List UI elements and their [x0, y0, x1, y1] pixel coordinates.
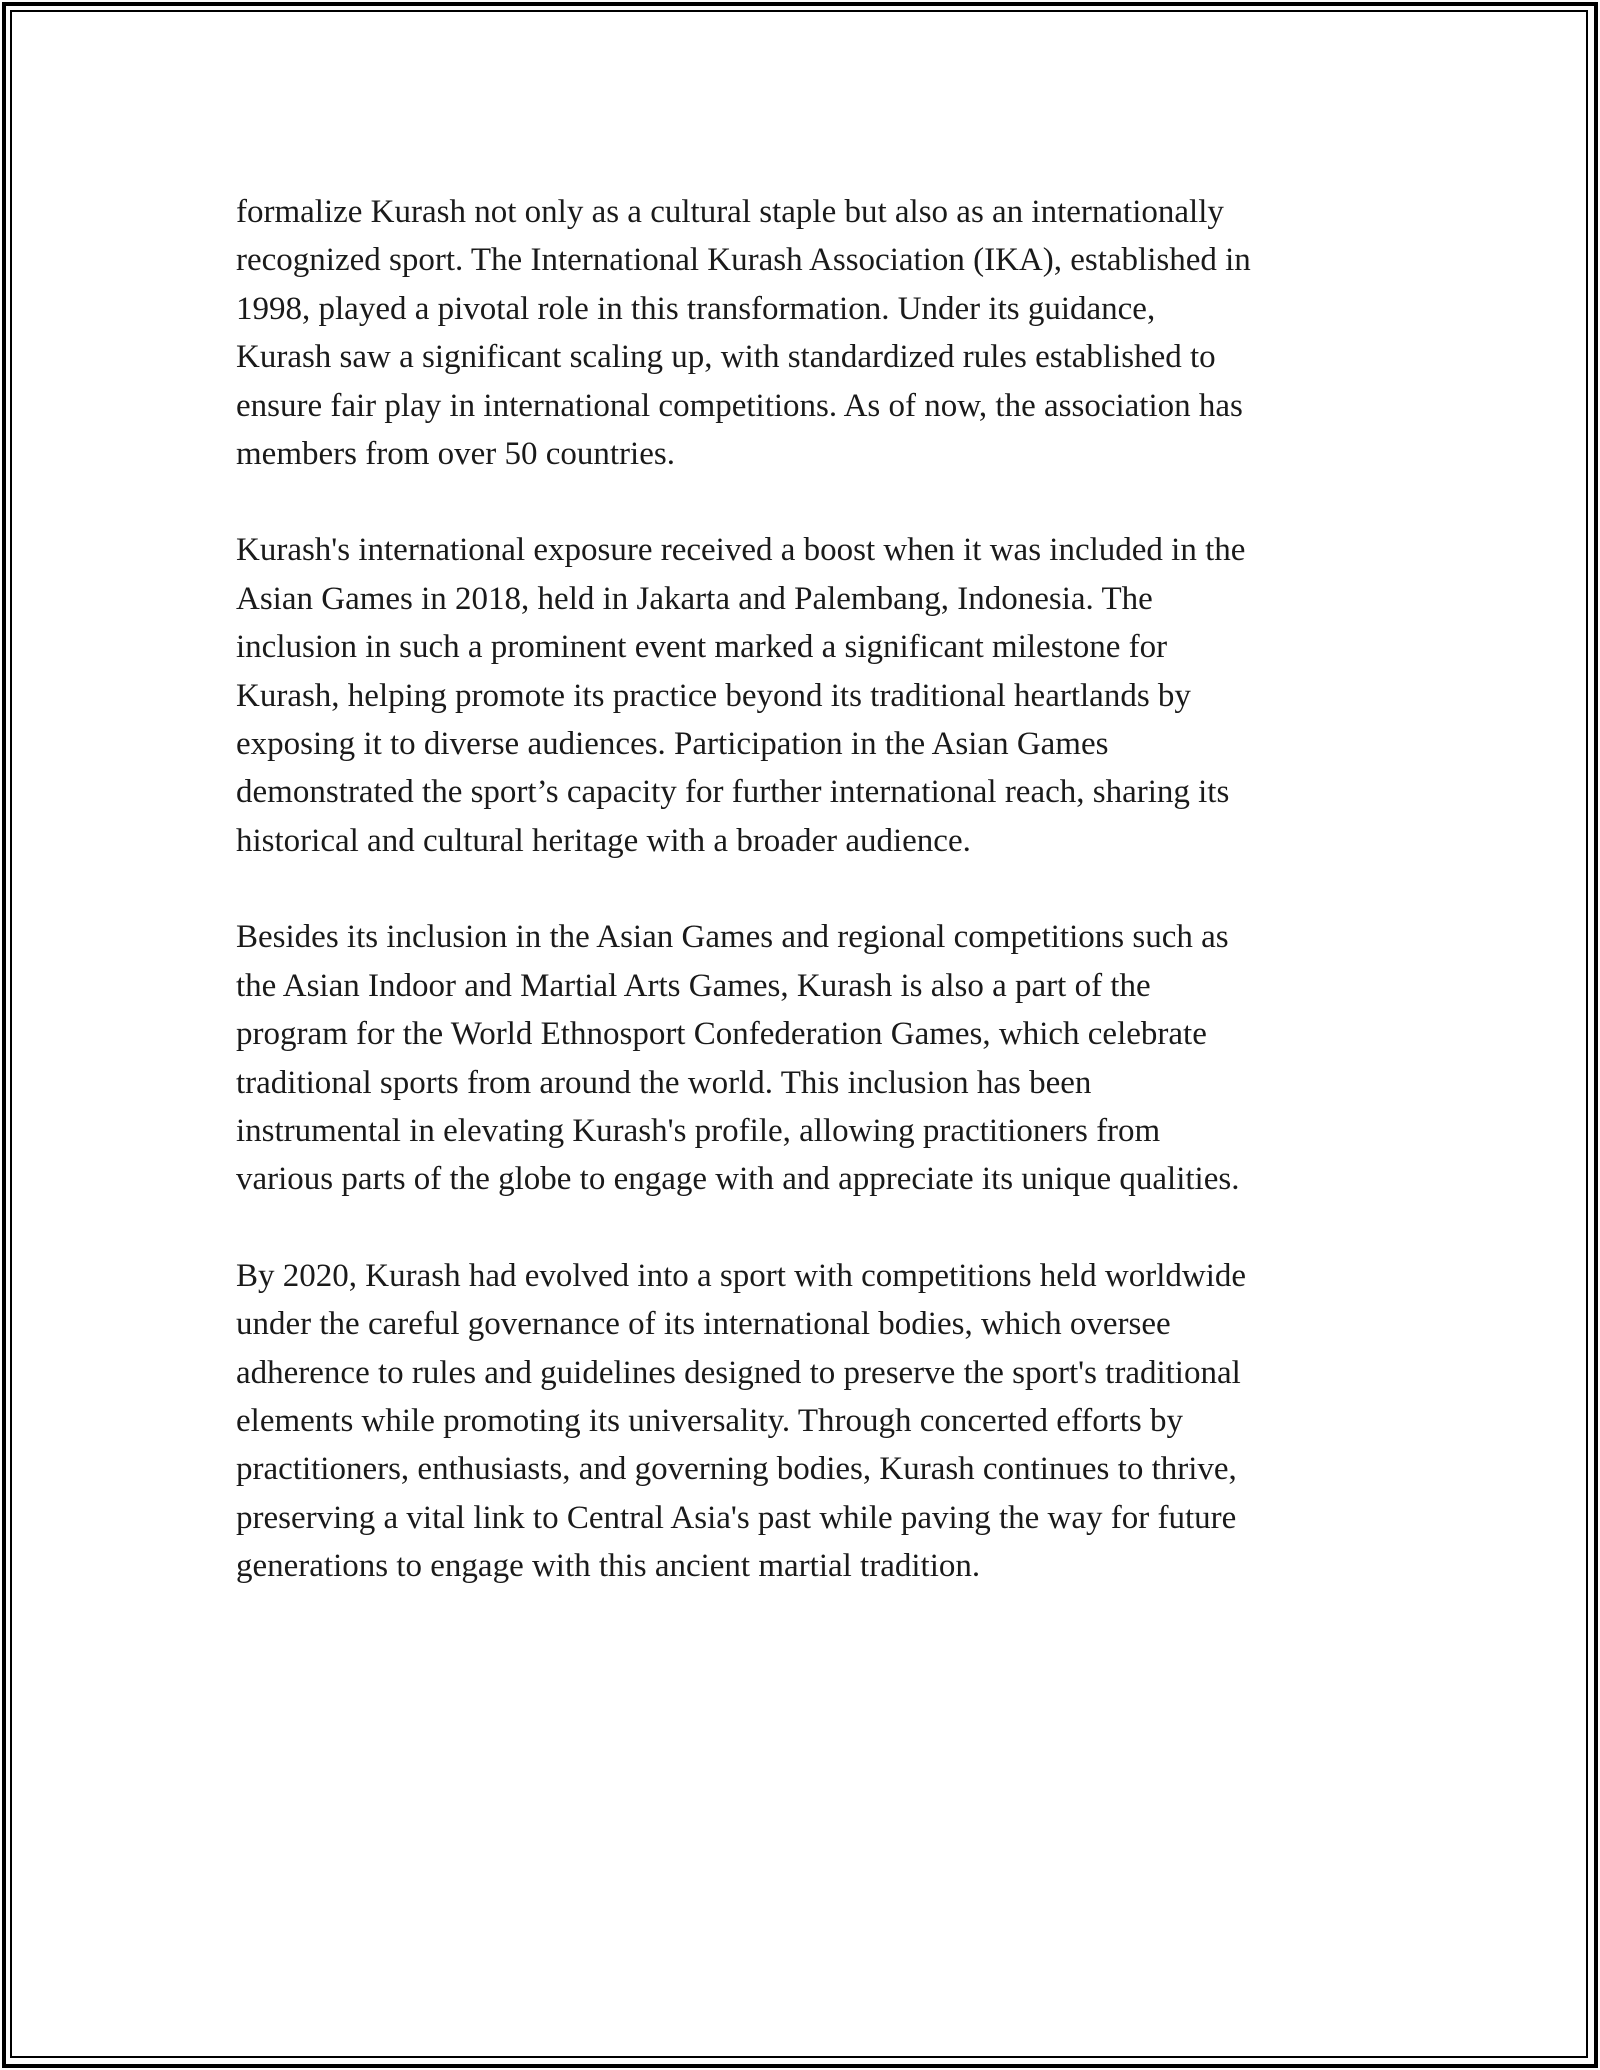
text-line: By 2020, Kurash had evolved into a sport with competitions held worldwide	[236, 1257, 1247, 1294]
text-line: various parts of the globe to engage with and appreciate its unique qualities.	[236, 1161, 1240, 1198]
text-line: members from over 50 countries.	[236, 436, 675, 473]
text-line: Besides its inclusion in the Asian Games and regional competitions such as	[236, 919, 1229, 956]
text-line: adherence to rules and guidelines designed to preserve the sport's traditional	[236, 1354, 1241, 1391]
text-line: Kurash, helping promote its practice beyond its traditional heartlands by	[236, 677, 1191, 714]
text-line: elements while promoting its universality. Through concerted efforts by	[236, 1402, 1184, 1439]
text-line: traditional sports from around the world. This inclusion has been	[236, 1064, 1092, 1101]
text-line: Kurash saw a significant scaling up, with standardized rules established to	[236, 339, 1216, 376]
text-line: Kurash's international exposure received a boost when it was included in the	[236, 532, 1246, 569]
text-line: inclusion in such a prominent event marked a significant milestone for	[236, 629, 1168, 666]
text-line: demonstrated the sport’s capacity for further international reach, sharing its	[236, 774, 1230, 811]
paragraph-ethnosport-games	[236, 913, 1406, 1203]
text-line: the Asian Indoor and Martial Arts Games, Kurash is also a part of the	[236, 967, 1151, 1004]
paragraph-ika-formalization	[236, 188, 1406, 478]
text-line: exposing it to diverse audiences. Participation in the Asian Games	[236, 726, 1109, 763]
text-line: ensure fair play in international competitions. As of now, the association has	[236, 387, 1243, 424]
text-line: formalize Kurash not only as a cultural staple but also as an internationally	[236, 194, 1224, 230]
text-line: preserving a vital link to Central Asia's past while paving the way for future	[236, 1499, 1237, 1536]
text-line: under the careful governance of its international bodies, which oversee	[236, 1306, 1171, 1343]
text-line: instrumental in elevating Kurash's profile, allowing practitioners from	[236, 1112, 1161, 1149]
paragraph-asian-games	[236, 526, 1406, 865]
text-line: generations to engage with this ancient martial tradition.	[236, 1548, 981, 1585]
text-line: program for the World Ethnosport Confederation Games, which celebrate	[236, 1016, 1207, 1053]
text-line: 1998, played a pivotal role in this transformation. Under its guidance,	[236, 290, 1156, 327]
text-line: practitioners, enthusiasts, and governing bodies, Kurash continues to thrive,	[236, 1451, 1237, 1488]
text-line: historical and cultural heritage with a broader audience.	[236, 822, 971, 859]
text-line: Asian Games in 2018, held in Jakarta and Palembang, Indonesia. The	[236, 580, 1153, 617]
paragraph-2020-status	[236, 1252, 1406, 1591]
document-body	[236, 188, 1406, 1639]
text-line: recognized sport. The International Kurash Association (IKA), established in	[236, 242, 1251, 279]
